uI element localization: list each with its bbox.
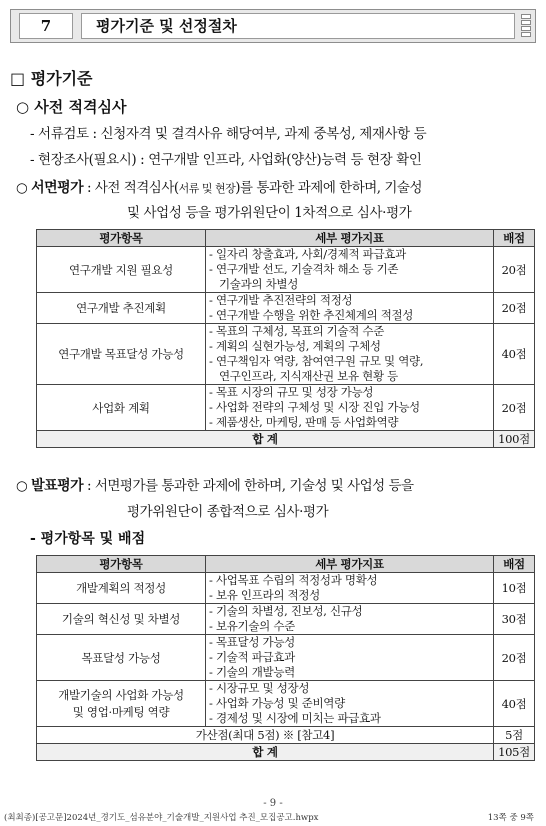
presentation-eval-line2: 평가위원단이 종합적으로 심사·평가 <box>127 504 329 520</box>
detail-line: - 사업화 전략의 구체성 및 시장 진입 가능성 <box>209 400 420 414</box>
detail-line: - 목표 시장의 규모 및 성장 가능성 <box>209 385 374 399</box>
table-cell-item <box>37 681 206 727</box>
table-row <box>37 573 535 604</box>
presentation-eval-line1 <box>16 474 414 495</box>
heading-evaluation-criteria: □ 평가기준 <box>10 69 93 88</box>
table-cell-item: 연구개발 지원 필요성 <box>37 247 206 293</box>
table-header-detail: 세부 평가지표 <box>206 230 494 247</box>
table-bonus-score: 5점 <box>494 727 535 744</box>
written-eval-text-small: 서류 및 현장 <box>178 182 236 195</box>
section-header-bar <box>10 9 536 43</box>
written-eval-label: 서면평가 <box>31 180 84 196</box>
detail-line: - 사업목표 수립의 적정성과 명확성 <box>209 573 378 587</box>
pre-screening-site: - 현장조사(필요시) : 연구개발 인프라, 사업화(양산)능력 등 현장 확인 <box>30 152 422 168</box>
table-cell-score: 20점 <box>494 635 535 681</box>
table-cell-detail <box>206 247 494 293</box>
table-bonus-row <box>37 727 535 744</box>
detail-line: - 연구개발 추진전략의 적정성 <box>209 293 353 307</box>
table-header-score: 배점 <box>494 556 535 573</box>
heading-items-scores: - 평가항목 및 배점 <box>30 531 146 547</box>
detail-line: - 시장규모 및 성장성 <box>209 681 310 695</box>
table-cell-detail <box>206 681 494 727</box>
section-number: 7 <box>19 13 73 39</box>
table-cell-score: 20점 <box>494 385 535 431</box>
written-eval-text-a: : 사전 적격심사( <box>83 180 179 196</box>
table-cell-item: 연구개발 추진계획 <box>37 293 206 324</box>
written-eval-line1 <box>16 176 422 197</box>
written-eval-bullet: ○ <box>16 180 32 196</box>
table-cell-item: 목표달성 가능성 <box>37 635 206 681</box>
section-title: 평가기준 및 선정절차 <box>81 13 515 39</box>
table-row <box>37 247 535 293</box>
table-header-row <box>37 230 535 247</box>
table-total-row <box>37 431 535 448</box>
table-cell-detail <box>206 324 494 385</box>
table-cell-item: 연구개발 목표달성 가능성 <box>37 324 206 385</box>
heading-pre-screening: ○ 사전 적격심사 <box>16 98 127 116</box>
table-header-item: 평가항목 <box>37 556 206 573</box>
pre-screening-docs: - 서류검토 : 신청자격 및 결격사유 해당여부, 과제 중복성, 제재사항 등 <box>30 126 427 142</box>
presentation-eval-table <box>36 555 535 761</box>
table-cell-detail <box>206 573 494 604</box>
presentation-eval-bullet: ○ <box>16 478 32 494</box>
detail-line: - 연구책임자 역량, 참여연구원 규모 및 역량, <box>209 354 424 368</box>
table-total-row <box>37 744 535 761</box>
table-total-label: 합 계 <box>37 744 494 761</box>
table-cell-score: 30점 <box>494 604 535 635</box>
table-cell-detail <box>206 293 494 324</box>
detail-line: - 경제성 및 시장에 미치는 파급효과 <box>209 711 381 725</box>
table-total-score: 100점 <box>494 431 535 448</box>
table-total-label: 합 계 <box>37 431 494 448</box>
detail-line: - 연구개발 수행을 위한 추진체계의 적절성 <box>209 308 414 322</box>
table-row <box>37 635 535 681</box>
detail-line: 연구인프라, 지식재산권 보유 현황 등 <box>219 369 398 383</box>
table-cell-score: 20점 <box>494 247 535 293</box>
table-cell-score: 20점 <box>494 293 535 324</box>
written-eval-text-b: )를 통과한 과제에 한하며, 기술성 <box>235 180 423 196</box>
detail-line: - 기술적 파급효과 <box>209 650 295 664</box>
table-row <box>37 385 535 431</box>
detail-line: - 제품생산, 마케팅, 판매 등 사업화역량 <box>209 415 399 429</box>
detail-line: - 보유기술의 수준 <box>209 619 295 633</box>
item-line: 및 영업·마케팅 역량 <box>72 704 170 719</box>
table-cell-item: 개발계획의 적정성 <box>37 573 206 604</box>
table-cell-score: 10점 <box>494 573 535 604</box>
detail-line: - 계획의 실현가능성, 계획의 구체성 <box>209 339 381 353</box>
table-header-detail: 세부 평가지표 <box>206 556 494 573</box>
detail-line: - 목표의 구체성, 목표의 기술적 수준 <box>209 324 385 338</box>
presentation-eval-label: 발표평가 <box>31 478 84 494</box>
item-line: 개발기술의 사업화 가능성 <box>58 687 184 702</box>
detail-line: 기술과의 차별성 <box>219 277 299 291</box>
table-row <box>37 293 535 324</box>
section-grip-icon <box>521 14 531 38</box>
table-cell-item: 기술의 혁신성 및 차별성 <box>37 604 206 635</box>
footer-filename: (최최종)[공고문]2024년_경기도_섬유분야_기술개발_지원사업 추진_모집공고.hwpx <box>4 813 319 823</box>
detail-line: - 사업화 가능성 및 준비역량 <box>209 696 345 710</box>
table-total-score: 105점 <box>494 744 535 761</box>
table-header-item: 평가항목 <box>37 230 206 247</box>
table-cell-detail <box>206 604 494 635</box>
table-cell-item: 사업화 계획 <box>37 385 206 431</box>
detail-line: - 일자리 창출효과, 사회/경제적 파급효과 <box>209 247 406 261</box>
detail-line: - 연구개발 선도, 기술격차 해소 등 기존 <box>209 262 399 276</box>
written-eval-table <box>36 229 535 448</box>
table-row <box>37 324 535 385</box>
table-cell-detail <box>206 385 494 431</box>
footer-page-count: 13쪽 중 9쪽 <box>487 813 534 823</box>
detail-line: - 기술의 차별성, 진보성, 신규성 <box>209 604 363 618</box>
detail-line: - 기술의 개발능력 <box>209 665 295 679</box>
detail-line: - 보유 인프라의 적정성 <box>209 588 320 602</box>
table-row <box>37 681 535 727</box>
table-cell-score: 40점 <box>494 324 535 385</box>
table-bonus-label: 가산점(최대 5점) ※ [참고4] <box>37 727 494 744</box>
written-eval-line2: 및 사업성 등을 평가위원단이 1차적으로 심사·평가 <box>127 205 412 221</box>
presentation-eval-text: : 서면평가를 통과한 과제에 한하며, 기술성 및 사업성 등을 <box>83 478 414 494</box>
table-header-score: 배점 <box>494 230 535 247</box>
table-cell-detail <box>206 635 494 681</box>
table-header-row <box>37 556 535 573</box>
detail-line: - 목표달성 가능성 <box>209 635 295 649</box>
table-row <box>37 604 535 635</box>
page-number: - 9 - <box>263 798 283 809</box>
table-cell-score: 40점 <box>494 681 535 727</box>
